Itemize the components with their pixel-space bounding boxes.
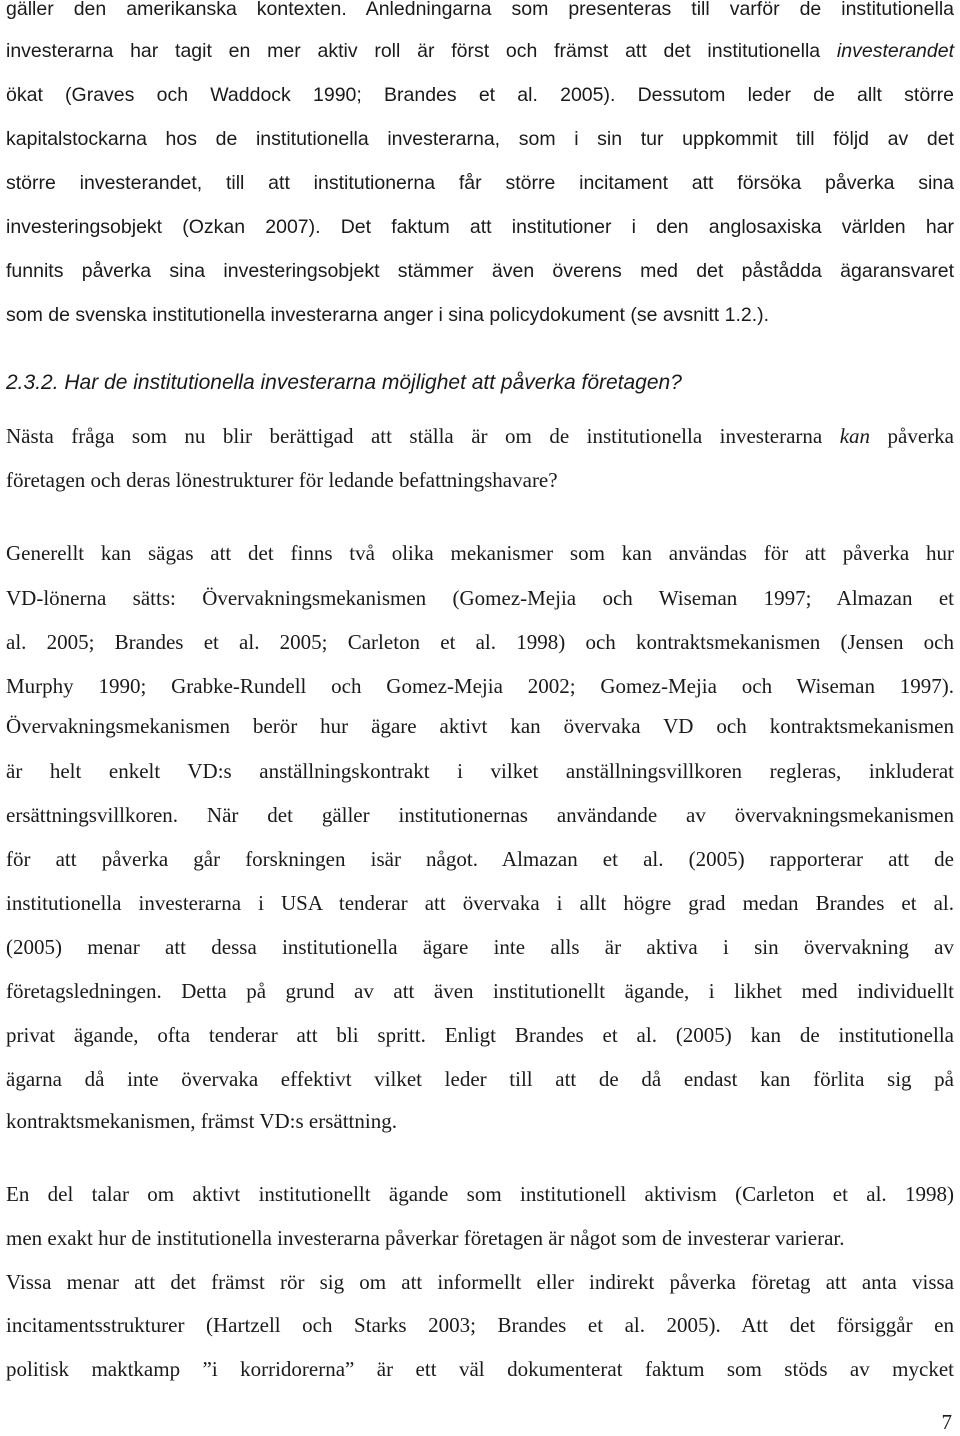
text-line: företagen och deras lönestrukturer för ledande befattningshavare? <box>6 468 558 492</box>
text-line: incitamentsstrukturer (Hartzell och Starks 2003; Brandes et al. 2005). Att det försiggår en <box>6 1313 954 1337</box>
text-line: al. 2005; Brandes et al. 2005; Carleton et al. 1998) och kontraktsmekanismen (Jensen och <box>6 630 954 654</box>
text-line: kontraktsmekanismen, främst VD:s ersättning. <box>6 1109 397 1133</box>
text-run: påverka <box>870 424 954 448</box>
text-line: ökat (Graves och Waddock 1990; Brandes et al. 2005). Dessutom leder de allt större <box>6 84 954 106</box>
text-line: privat ägande, ofta tenderar att bli spritt. Enligt Brandes et al. (2005) kan de institutionella <box>6 1023 954 1047</box>
text-line: större investerandet, till att institutionerna får större incitament att försöka påverka sina <box>6 172 954 194</box>
text-line: politisk maktkamp ”i korridorerna” är ett väl dokumenterat faktum som stöds av mycket <box>6 1357 954 1381</box>
text-line: En del talar om aktivt institutionellt ägande som institutionell aktivism (Carleton et al. 1998) <box>6 1182 954 1206</box>
text-line: företagsledningen. Detta på grund av att även institutionellt ägande, i likhet med individuellt <box>6 979 954 1003</box>
text-line: som de svenska institutionella investerarna anger i sina policydokument (se avsnitt 1.2.). <box>6 304 770 326</box>
text-line <box>6 426 954 447</box>
text-line: gäller den amerikanska kontexten. Anledningarna som presenteras till varför de institutionella <box>6 0 954 20</box>
text-line: för att påverka går forskningen isär något. Almazan et al. (2005) rapporterar att de <box>6 847 954 871</box>
text-line: Övervakningsmekanismen berör hur ägare aktivt kan övervaka VD och kontraktsmekanismen <box>6 714 954 738</box>
text-line: Generellt kan sägas att det finns två olika mekanismer som kan användas för att påverka hur <box>6 541 954 565</box>
emphasis-text: kan <box>839 424 871 448</box>
text-line: institutionella investerarna i USA tenderar att övervaka i allt högre grad medan Brandes et al. <box>6 891 954 915</box>
text-line: investeringsobjekt (Ozkan 2007). Det faktum att institutioner i den anglosaxiska världen har <box>6 216 954 238</box>
text-line <box>6 42 954 62</box>
section-heading: 2.3.2. Har de institutionella investerarna möjlighet att påverka företagen? <box>6 371 682 394</box>
text-line: Murphy 1990; Grabke-Rundell och Gomez-Mejia 2002; Gomez-Mejia och Wiseman 1997). <box>6 674 954 698</box>
page-number: 7 <box>941 1410 952 1434</box>
text-line: kapitalstockarna hos de institutionella investerarna, som i sin tur uppkommit till följd av det <box>6 128 954 150</box>
text-run: investerarna har tagit en mer aktiv roll är först och främst att det institutionella <box>6 40 837 62</box>
text-line: men exakt hur de institutionella investerarna påverkar företagen är något som de investerar varierar. <box>6 1226 845 1250</box>
text-line: funnits påverka sina investeringsobjekt stämmer även överens med det påstådda ägaransvaret <box>6 260 954 282</box>
text-line: ersättningsvillkoren. När det gäller institutionernas användande av övervakningsmekanismen <box>6 803 954 827</box>
text-line: Vissa menar att det främst rör sig om att informellt eller indirekt påverka företag att anta vissa <box>6 1270 954 1294</box>
emphasis-text: investerandet <box>836 40 954 62</box>
text-line: ägarna då inte övervaka effektivt vilket leder till att de då endast kan förlita sig på <box>6 1067 954 1091</box>
text-line: VD-lönerna sätts: Övervakningsmekanismen (Gomez-Mejia och Wiseman 1997; Almazan et <box>6 586 954 610</box>
text-line: är helt enkelt VD:s anställningskontrakt i vilket anställningsvillkoren regleras, inkluderat <box>6 759 954 783</box>
text-line: (2005) menar att dessa institutionella ägare inte alls är aktiva i sin övervakning av <box>6 935 954 959</box>
text-run: Nästa fråga som nu blir berättigad att ställa är om de institutionella investerarna <box>6 424 840 448</box>
